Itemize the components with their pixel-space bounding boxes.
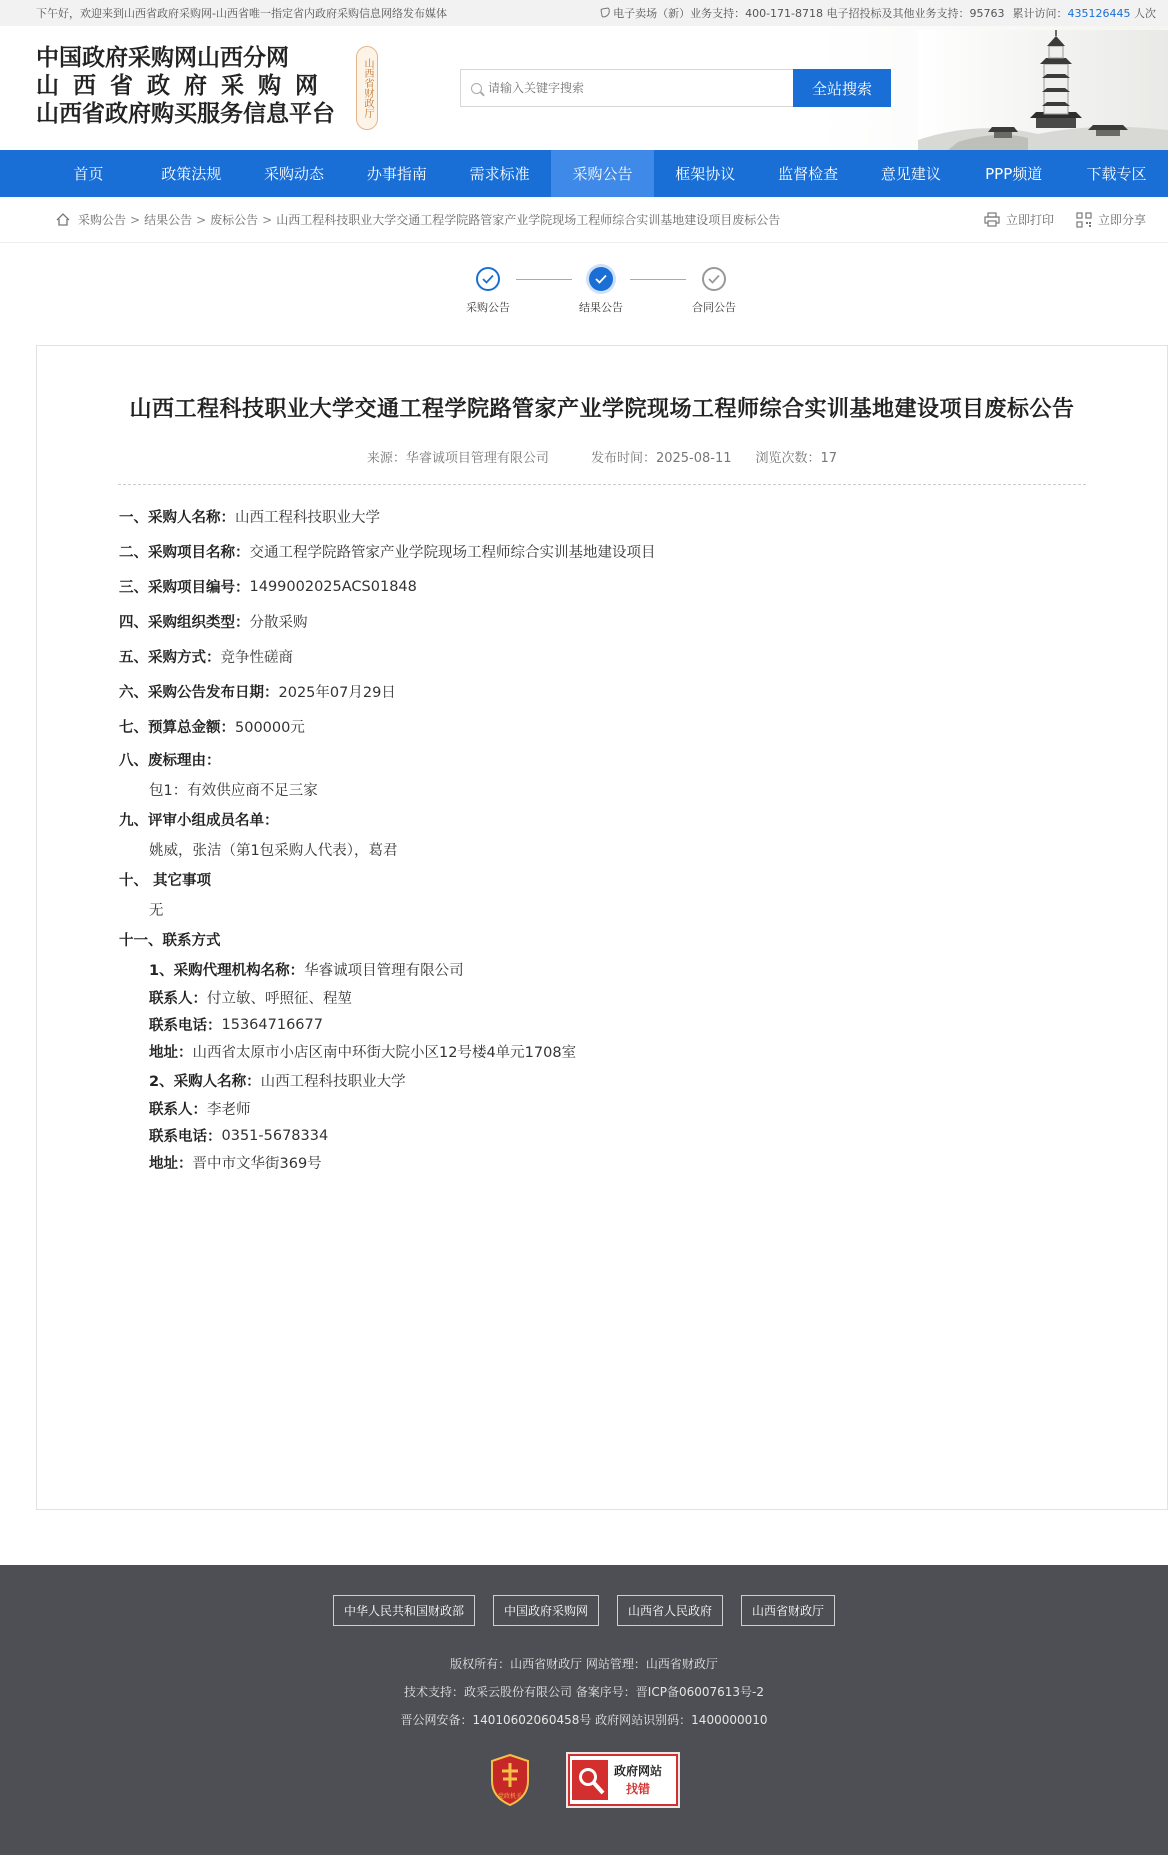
info-field-4 xyxy=(119,604,1167,639)
share-label: 立即分享 xyxy=(1097,213,1146,227)
search-icon xyxy=(471,83,482,94)
field-value: 1499002025ACS01848 xyxy=(249,578,417,595)
info-field-7 xyxy=(119,709,1167,744)
buyer-address: 地址： 晋中市文华街369号 xyxy=(149,1156,322,1172)
step-todo-check-icon xyxy=(702,267,726,291)
footer-link-4[interactable]: 山西省财政厅 xyxy=(741,1595,835,1626)
breadcrumb-item-2[interactable]: 结果公告 xyxy=(144,213,193,227)
field-label: 五、采购方式： xyxy=(119,650,221,666)
announcement-body xyxy=(37,485,1167,1176)
agency-contact-person: 联系人： 付立敏、呼照征、程堃 xyxy=(149,991,352,1007)
support-phone: 电子卖场（新）业务支持：400-171-8718 电子招投标及其他业务支持：95763 xyxy=(601,5,1004,21)
buyer-name: 2、采购人名称： 山西工程科技职业大学 xyxy=(149,1073,406,1090)
field-value: 500000元 xyxy=(235,720,305,736)
footer-link-3[interactable]: 山西省人民政府 xyxy=(617,1595,723,1626)
magnifier-icon xyxy=(572,1760,608,1800)
field-value: 交通工程学院路管家产业学院现场工程师综合实训基地建设项目 xyxy=(249,545,656,561)
agency-name: 1、采购代理机构名称： 华睿诚项目管理有限公司 xyxy=(149,962,464,979)
security-record-line: 晋公网安备：14010602060458号 政府网站识别码：1400000010 xyxy=(400,1713,768,1727)
finance-dept-seal: 山西省财政厅 xyxy=(356,46,378,130)
announcement-progress xyxy=(0,243,1168,343)
field-label: 七、预算总金额： xyxy=(119,720,235,736)
agency-phone: 联系电话： 15364716677 xyxy=(149,1016,323,1034)
announcement-title: 山西工程科技职业大学交通工程学院路管家产业学院现场工程师综合实训基地建设项目废标公告 xyxy=(129,397,1075,422)
review-panel-heading: 九、评审小组成员名单： xyxy=(119,812,279,829)
search-input[interactable] xyxy=(488,81,778,95)
step-label: 采购公告 xyxy=(466,301,510,314)
logo-line-3: 山西省政府购买服务信息平台 xyxy=(36,100,335,127)
search-button[interactable]: 全站搜索 xyxy=(793,69,891,107)
nav-item-11[interactable]: 下载专区 xyxy=(1086,165,1147,183)
step-label: 合同公告 xyxy=(692,301,736,314)
print-button[interactable] xyxy=(984,211,1054,228)
footer-link-1[interactable]: 中华人民共和国财政部 xyxy=(333,1595,475,1626)
breadcrumb-current: 山西工程科技职业大学交通工程学院路管家产业学院现场工程师综合实训基地建设项目废标公告 xyxy=(276,213,781,227)
nav-item-2[interactable]: 政策法规 xyxy=(161,165,222,183)
breadcrumb-item-1[interactable]: 采购公告 xyxy=(78,213,127,227)
step-current-check-icon xyxy=(589,267,613,291)
support-icp-line: 技术支持：政采云股份有限公司 备案序号：晋ICP备06007613号-2 xyxy=(403,1685,764,1699)
field-label: 三、采购项目编号： xyxy=(119,580,250,596)
buyer-contact-person: 联系人： 李老师 xyxy=(149,1102,251,1118)
view-count: 浏览次数：17 xyxy=(755,451,838,466)
other-matters-text: 无 xyxy=(149,902,164,919)
nav-item-8[interactable]: 监督检查 xyxy=(778,165,839,183)
nav-item-10[interactable]: PPP频道 xyxy=(985,165,1043,183)
gov-site-error-report-button[interactable] xyxy=(566,1752,680,1808)
step-result-notice[interactable] xyxy=(561,267,641,315)
field-value: 分散采购 xyxy=(249,615,308,631)
main-nav xyxy=(0,150,1168,197)
rejection-reason-text: 包1：有效供应商不足三家 xyxy=(149,782,318,799)
buyer-phone: 联系电话： 0351-5678334 xyxy=(149,1127,329,1145)
visit-count: 435126445 xyxy=(1067,7,1131,20)
footer-badges xyxy=(0,1752,1168,1808)
visit-counter: 累计访问：435126445 人次 xyxy=(1012,7,1156,20)
nav-item-9[interactable]: 意见建议 xyxy=(880,165,941,183)
step-done-check-icon xyxy=(476,267,500,291)
share-button[interactable] xyxy=(1076,211,1146,228)
field-value: 2025年07月29日 xyxy=(278,685,396,701)
search-box xyxy=(460,69,793,107)
copyright-line: 版权所有：山西省财政厅 网站管理：山西省财政厅 xyxy=(450,1657,718,1671)
nav-item-5[interactable]: 需求标准 xyxy=(469,165,530,183)
site-footer xyxy=(0,1565,1168,1855)
info-field-3 xyxy=(119,569,1167,604)
top-info-right xyxy=(601,5,1156,21)
nav-item-3[interactable]: 采购动态 xyxy=(264,165,325,183)
info-field-5 xyxy=(119,639,1167,674)
logo-line-2: 山西省政府采购网 xyxy=(36,72,332,99)
field-label: 一、采购人名称： xyxy=(119,510,235,526)
breadcrumb-item-3[interactable]: 废标公告 xyxy=(210,213,259,227)
field-value: 竞争性磋商 xyxy=(220,650,293,666)
step-label: 结果公告 xyxy=(579,301,623,314)
nav-item-1[interactable]: 首页 xyxy=(73,165,104,183)
page-tools xyxy=(984,211,1146,228)
site-header xyxy=(0,26,1168,150)
info-field-1 xyxy=(119,499,1167,534)
breadcrumb xyxy=(56,211,780,228)
welcome-text: 下午好，欢迎来到山西省政府采购网-山西省唯一指定省内政府采购信息网络发布媒体 xyxy=(36,7,447,20)
print-label: 立即打印 xyxy=(1005,213,1054,227)
field-value: 山西工程科技职业大学 xyxy=(235,510,380,526)
printer-icon xyxy=(984,212,1000,227)
error-report-text: 政府网站 找错 xyxy=(614,1764,663,1796)
logo-line-1: 中国政府采购网山西分网 xyxy=(36,44,289,71)
agency-address: 地址： 山西省太原市小店区南中环街大院小区12号楼4单元1708室 xyxy=(149,1045,577,1061)
phone-icon xyxy=(600,7,610,17)
footer-links xyxy=(0,1595,1168,1626)
breadcrumb-separator: > xyxy=(130,212,141,227)
home-icon[interactable] xyxy=(56,213,70,226)
info-field-6 xyxy=(119,674,1167,709)
other-matters-heading: 十、 其它事项 xyxy=(119,872,212,889)
review-panel-text: 姚威，张洁（第1包采购人代表），葛君 xyxy=(149,842,398,859)
rejection-reason-heading: 八、废标理由： xyxy=(119,752,221,769)
announcement-card xyxy=(36,345,1168,1510)
contact-heading: 十一、联系方式 xyxy=(119,932,221,949)
party-gov-emblem-icon[interactable] xyxy=(488,1753,532,1807)
publish-date: 发布时间：2025-08-11 xyxy=(590,451,732,466)
announcement-meta xyxy=(37,447,1167,466)
pagoda-illustration xyxy=(918,30,1168,150)
nav-item-4[interactable]: 办事指南 xyxy=(366,165,427,183)
field-label: 二、采购项目名称： xyxy=(119,545,250,561)
step-contract-notice[interactable] xyxy=(674,267,754,315)
site-search xyxy=(460,69,891,107)
breadcrumb-bar xyxy=(0,197,1168,243)
field-label: 四、采购组织类型： xyxy=(119,615,250,631)
info-field-2 xyxy=(119,534,1167,569)
source-info: 来源：华睿诚项目管理有限公司 xyxy=(366,451,549,466)
nav-item-6[interactable]: 采购公告 xyxy=(551,150,654,197)
qr-code-icon xyxy=(1076,212,1092,228)
footer-link-2[interactable]: 中国政府采购网 xyxy=(493,1595,599,1626)
nav-item-7[interactable]: 框架协议 xyxy=(675,165,736,183)
field-label: 六、采购公告发布日期： xyxy=(119,685,279,701)
emblem-text: 党政机关 xyxy=(497,1793,523,1800)
breadcrumb-separator: > xyxy=(262,212,273,227)
site-logo[interactable] xyxy=(36,44,335,128)
footer-info xyxy=(0,1650,1168,1734)
step-procurement-notice[interactable] xyxy=(448,267,528,315)
breadcrumb-separator: > xyxy=(196,212,207,227)
top-info-bar xyxy=(0,0,1168,26)
